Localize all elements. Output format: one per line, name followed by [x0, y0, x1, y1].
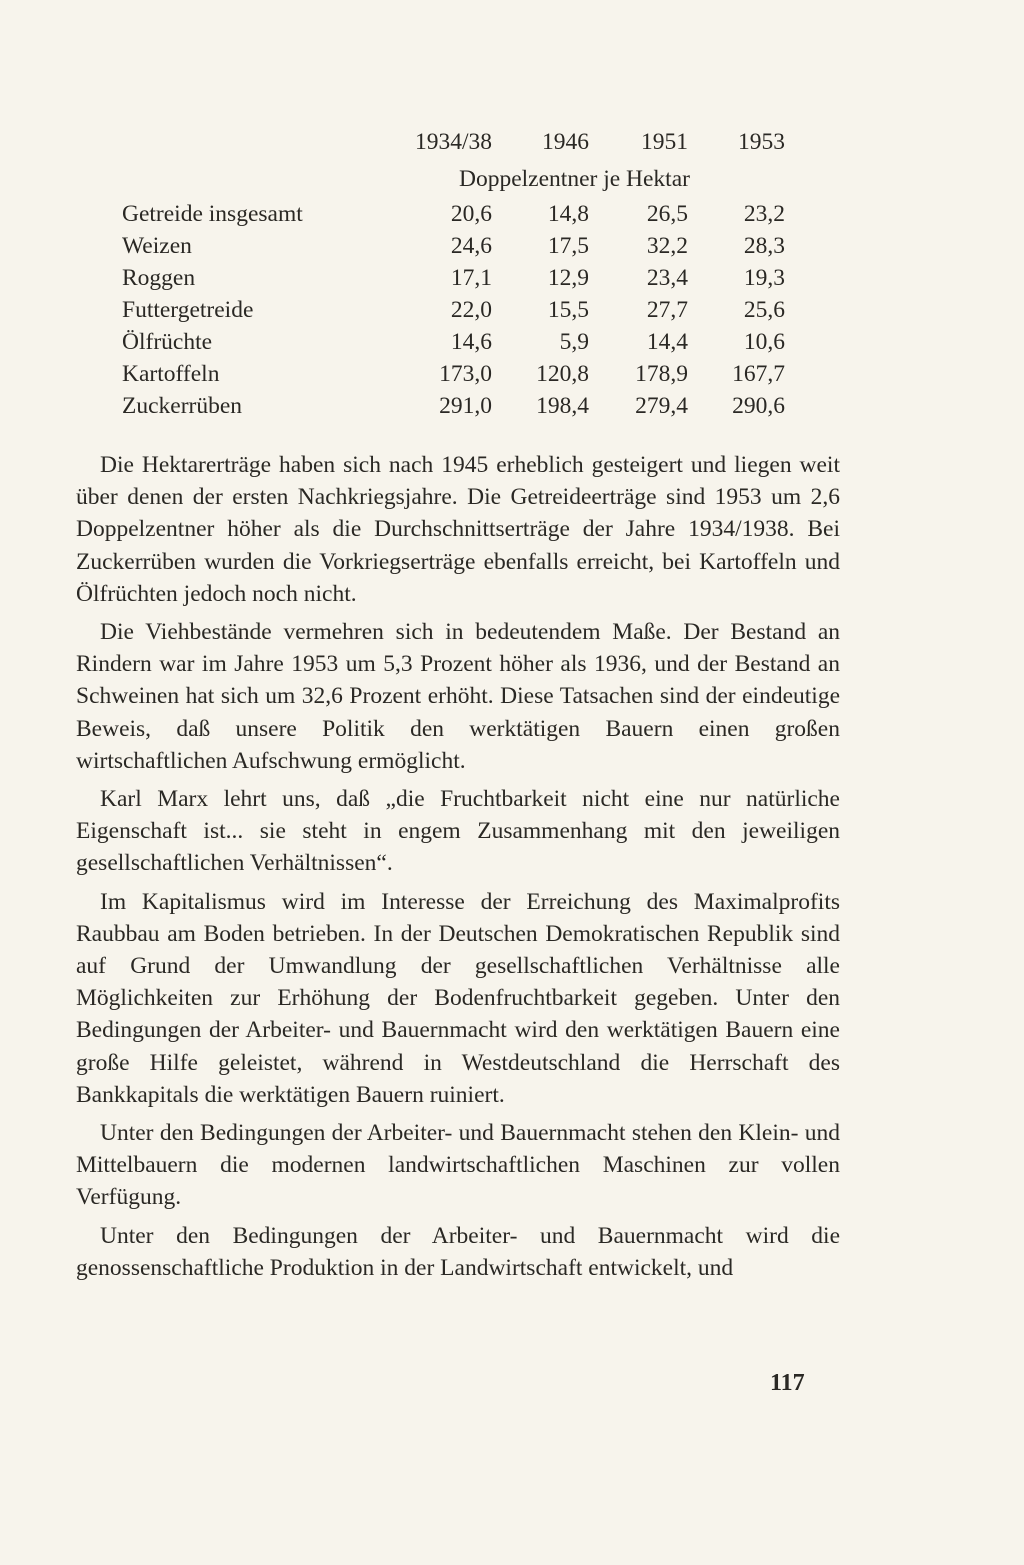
table-cell: 173,0 [439, 361, 492, 387]
paragraph: Die Hektarerträge haben sich nach 1945 erheblich gesteigert und liegen weit über denen der ersten Nachkriegsjahre. Die Getreideerträge sind 1953 um 2,6 Doppelzentner höher als die Durchschnittserträge der Jahre 1934/1938. Bei Zuckerrüben wurden die Vorkriegserträge ebenfalls erreicht, bei Kartoffeln und Ölfrüchten jedoch noch nicht. [76, 452, 840, 607]
table-cell: 15,5 [547, 297, 589, 323]
table-cell: 10,6 [743, 329, 785, 355]
table-cell: 12,9 [547, 265, 589, 291]
row-label: Zuckerrüben [122, 393, 243, 419]
page-number: 117 [770, 1370, 805, 1396]
row-label: Ölfrüchte [122, 329, 213, 355]
table-cell: 14,4 [646, 329, 688, 355]
row-label: Weizen [122, 233, 192, 259]
table-header-years [122, 124, 787, 160]
table-cell: 32,2 [646, 233, 688, 259]
table-row [122, 358, 787, 390]
table-cell: 23,4 [646, 265, 688, 291]
table-cell: 279,4 [635, 393, 688, 419]
year-header: 1953 [738, 129, 785, 155]
table-row [122, 230, 787, 262]
table-cell: 14,8 [547, 201, 589, 227]
table-row [122, 326, 787, 358]
table-cell: 167,7 [732, 361, 785, 387]
row-label: Roggen [122, 265, 196, 291]
table-row [122, 198, 787, 230]
table-cell: 19,3 [743, 265, 785, 291]
table-cell: 23,2 [743, 201, 785, 227]
table-cell: 27,7 [646, 297, 688, 323]
row-label: Getreide insgesamt [122, 201, 303, 227]
paragraph: Unter den Bedingungen der Arbeiter- und Bauernmacht stehen den Klein- und Mittelbauern die modernen landwirtschaftlichen Maschinen zur vollen Verfügung. [76, 1120, 840, 1211]
body-text [76, 449, 840, 1290]
table-cell: 22,0 [450, 297, 492, 323]
year-header: 1934/38 [414, 129, 492, 155]
table-cell: 178,9 [635, 361, 688, 387]
table-cell: 291,0 [439, 393, 492, 419]
table-cell: 290,6 [732, 393, 785, 419]
table-cell: 25,6 [743, 297, 785, 323]
table-cell: 17,5 [547, 233, 589, 259]
paragraph: Karl Marx lehrt uns, daß „die Fruchtbarkeit nicht eine nur natürliche Eigenschaft ist... sie steht in engem Zusammenhang mit den jeweiligen gesellschaftlichen Verhältnissen“. [76, 786, 840, 877]
table-cell: 28,3 [743, 233, 785, 259]
table-cell: 17,1 [450, 265, 492, 291]
yield-table [122, 124, 787, 422]
paragraph: Unter den Bedingungen der Arbeiter- und Bauernmacht wird die genossenschaftliche Produktion in der Landwirtschaft entwickelt, und [76, 1222, 840, 1281]
table-row [122, 294, 787, 326]
table-cell: 24,6 [450, 233, 492, 259]
table-unit-row [122, 160, 787, 198]
table-cell: 26,5 [646, 201, 688, 227]
unit-label: Doppelzentner je Hektar [459, 166, 690, 192]
year-header: 1951 [641, 129, 688, 155]
table-cell: 120,8 [536, 361, 589, 387]
table-cell: 198,4 [536, 393, 589, 419]
paragraph: Im Kapitalismus wird im Interesse der Erreichung des Maximalprofits Raubbau am Boden betrieben. In der Deutschen Demokratischen Republik sind auf Grund der Umwandlung der gesellschaftlichen Verhältnisse alle Möglichkeiten zur Erhöhung der Bodenfruchtbarkeit gegeben. Unter den Bedingungen der Arbeiter- und Bauernmacht wird den werktätigen Bauern eine große Hilfe geleistet, während in Westdeutschland die Herrschaft des Bankkapitals die werktätigen Bauern ruiniert. [76, 888, 840, 1108]
table-cell: 5,9 [559, 329, 589, 355]
table-cell: 20,6 [450, 201, 492, 227]
row-label: Kartoffeln [122, 361, 220, 387]
table-cell: 14,6 [450, 329, 492, 355]
table-row [122, 390, 787, 422]
paragraph: Die Viehbestände vermehren sich in bedeutendem Maße. Der Bestand an Rindern war im Jahre 1953 um 5,3 Prozent höher als 1936, und der Bestand an Schweinen hat sich um 32,6 Prozent erhöht. Diese Tatsachen sind der eindeutige Beweis, daß unsere Politik den werktätigen Bauern einen großen wirtschaftlichen Aufschwung ermöglicht. [76, 619, 840, 774]
row-label: Futtergetreide [122, 297, 254, 323]
year-header: 1946 [542, 129, 589, 155]
table-row [122, 262, 787, 294]
